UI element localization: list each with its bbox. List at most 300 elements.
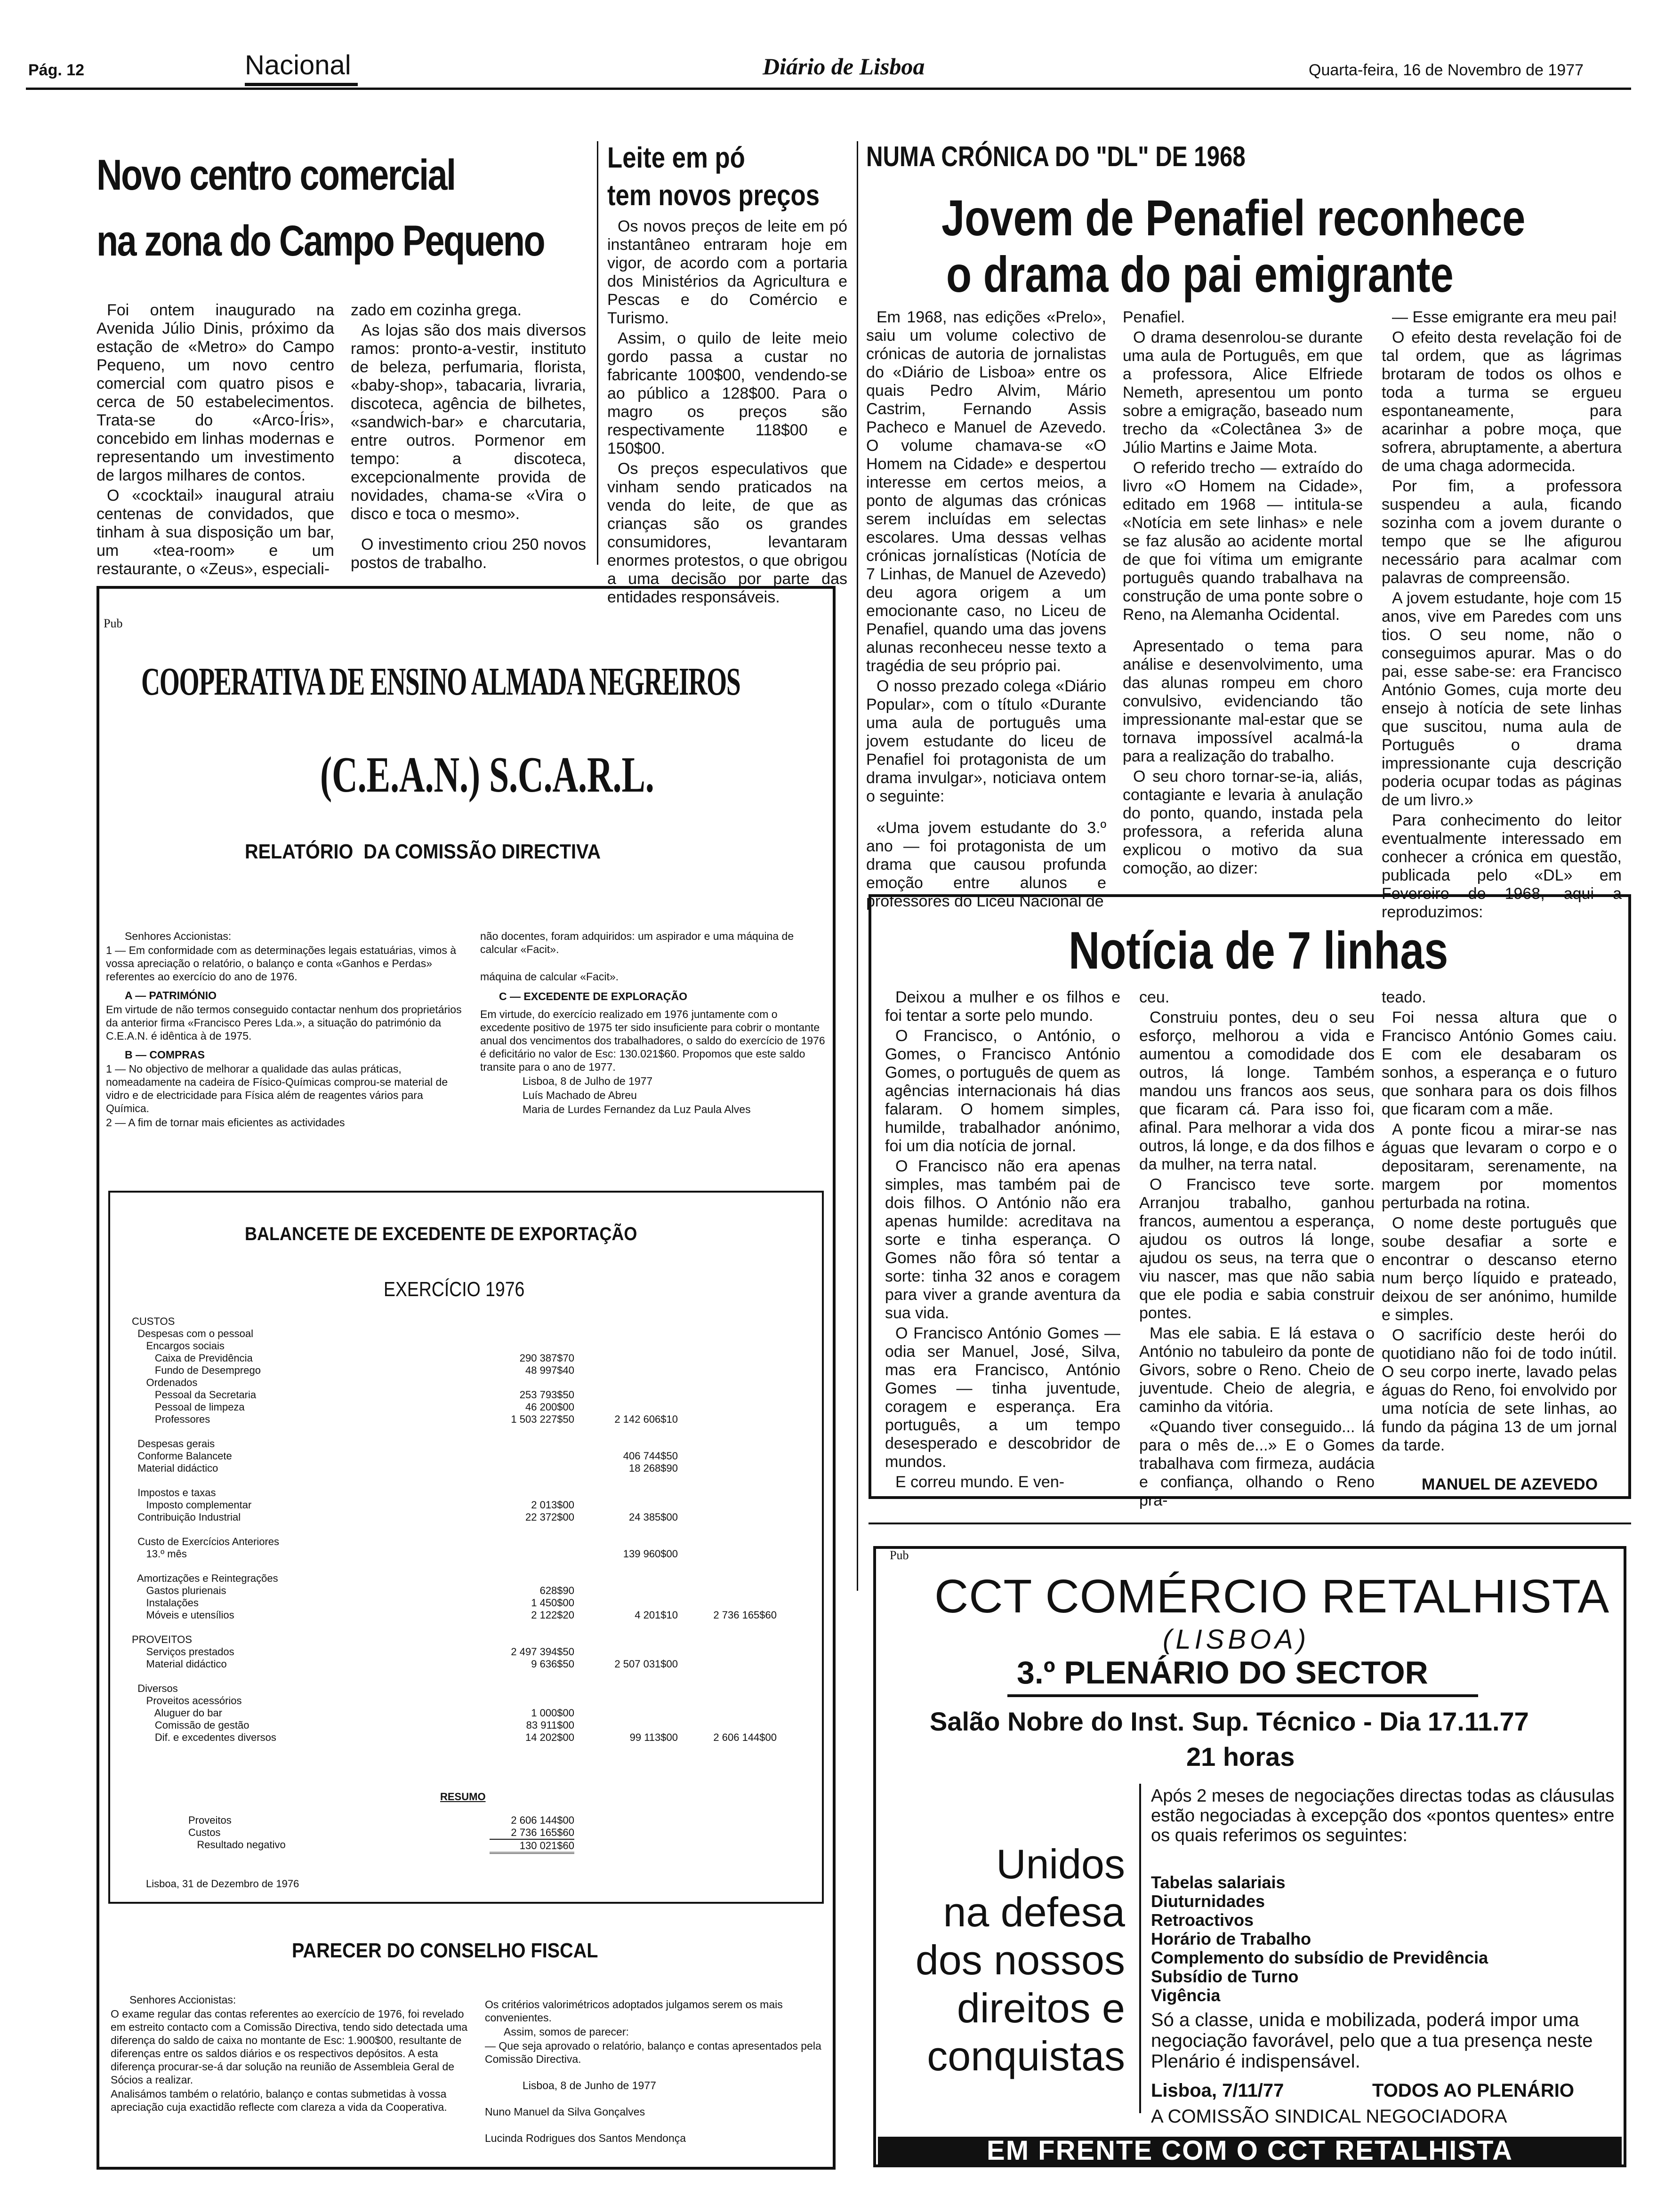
coop-report-paragraph: Em virtude, do exercício realizado em 1976 juntamente com o excedente positivo de 1975 ter sido insuficiente para cobrir o montante anual dos vencimentos dos trabalhadores, o saldo do exercício de 1976 é deficitário no valor de Esc: 130.021$60. Propomos que este saldo transite para o ano de 1977. bbox=[480, 1008, 825, 1073]
leite-left-rule bbox=[597, 141, 598, 565]
ledger-cell bbox=[678, 1572, 777, 1585]
masthead: Diário de Lisboa bbox=[763, 53, 925, 80]
ledger-cell: 83 911$00 bbox=[526, 1719, 574, 1731]
noticia-paragraph: Deixou a mulher e os filhos e foi tentar a sorte pelo mundo. bbox=[885, 988, 1120, 1025]
ledger-cell bbox=[490, 1450, 574, 1462]
ledger-cell bbox=[678, 1683, 777, 1695]
parecer-paragraph: — Que seja aprovado o relatório, balanço e contas apresentados pela Comissão Directiva. bbox=[485, 2040, 821, 2065]
ledger-cell bbox=[678, 1315, 777, 1328]
ledger-cell bbox=[678, 1707, 777, 1719]
coop-report-paragraph: Senhores Accionistas: bbox=[125, 930, 232, 942]
penafiel-paragraph: Penafiel. bbox=[1123, 308, 1185, 326]
ledger-cell bbox=[574, 1719, 678, 1731]
resumo-value: 2 606 144$00 bbox=[511, 1814, 574, 1826]
ledger-cell: Professores bbox=[132, 1413, 210, 1425]
centro-title-1: Novo centro comercial bbox=[97, 151, 455, 199]
ledger-cell bbox=[678, 1413, 777, 1426]
ledger-cell bbox=[678, 1695, 777, 1707]
ledger-cell bbox=[678, 1511, 777, 1523]
noticia-title: Notícia de 7 linhas bbox=[1069, 921, 1448, 980]
cct-intro: Após 2 meses de negociações directas todas as cláusulas estão negociadas à excepção dos «pontos quentes» entre os quais referimos os seguintes: bbox=[1151, 1786, 1615, 1845]
ledger-row bbox=[132, 1707, 791, 1719]
ledger-cell: Material didáctico bbox=[132, 1658, 227, 1670]
header-section-underline bbox=[245, 83, 358, 86]
ledger-cell bbox=[490, 1634, 574, 1646]
ledger-cell bbox=[678, 1438, 777, 1450]
parecer-paragraph: Os critérios valorimétricos adoptados julgamos serem os mais convenientes. bbox=[485, 1998, 783, 2024]
noticia-column-3 bbox=[1382, 988, 1617, 1457]
ledger-row bbox=[132, 1377, 791, 1389]
penafiel-title-1: Jovem de Penafiel reconhece bbox=[941, 189, 1526, 246]
ledger-row bbox=[132, 1401, 791, 1413]
ledger-cell bbox=[574, 1340, 678, 1352]
ledger-cell bbox=[132, 1670, 490, 1683]
penafiel-title-2: o drama do pai emigrante bbox=[946, 246, 1454, 303]
ledger-row bbox=[132, 1536, 791, 1548]
ledger-cell bbox=[678, 1646, 777, 1658]
cct-point: Horário de Trabalho bbox=[1151, 1929, 1311, 1948]
ledger-cell bbox=[678, 1328, 777, 1340]
coop-report-heading: A — PATRIMÓNIO bbox=[125, 989, 217, 1002]
ledger-cell bbox=[678, 1548, 777, 1560]
noticia-column-2 bbox=[1139, 988, 1375, 1512]
ledger-cell bbox=[574, 1621, 678, 1634]
ledger-cell bbox=[574, 1389, 678, 1401]
ledger-cell: Gastos plurienais bbox=[132, 1585, 226, 1596]
parecer-title: PARECER DO CONSELHO FISCAL bbox=[292, 1939, 598, 1962]
ledger-cell bbox=[678, 1621, 777, 1634]
resumo-value: 2 736 165$60 bbox=[511, 1827, 574, 1838]
noticia-paragraph: O sacrifício deste herói do quotidiano não foi de todo inútil. O seu corpo inerte, lavado pelas águas do Reno, foi envolvido por uma notícia de sete linhas, ao fundo da página 13 de um jornal da tarde. bbox=[1382, 1326, 1617, 1454]
coop-report-paragraph: 1 — Em conformidade com as determinações legais estatuárias, vimos à vossa apreciação o relatório, o balanço e conta «Ganhos e Perdas» referentes ao exercício do ano de 1976. bbox=[106, 944, 456, 983]
penafiel-paragraph: O seu choro tornar-se-ia, aliás, contagiante e levaria à anulação do ponto, quando, instada pela professora, a referida aluna explicou o motivo da sua comoção, ao dizer: bbox=[1123, 768, 1363, 877]
resumo-title: RESUMO bbox=[440, 1791, 486, 1803]
balance-ledger bbox=[132, 1315, 791, 1744]
ledger-cell bbox=[574, 1499, 678, 1511]
ledger-cell: 48 997$40 bbox=[525, 1364, 574, 1376]
ledger-cell: Instalações bbox=[132, 1597, 199, 1609]
ledger-row bbox=[132, 1438, 791, 1450]
penafiel-paragraph: O efeito desta revelação foi de tal ordem, que as lágrimas brotaram de todos os olhos e toda a turma se ergueu espontaneamente, para acarinhar a pobre moça, que sofrera, abruptamente, a abertura de uma chaga adormecida. bbox=[1382, 329, 1622, 475]
ledger-row bbox=[132, 1450, 791, 1462]
ledger-cell: CUSTOS bbox=[132, 1315, 175, 1327]
ledger-cell bbox=[678, 1523, 777, 1536]
ledger-row bbox=[132, 1315, 791, 1328]
cct-point: Retroactivos bbox=[1151, 1910, 1254, 1930]
penafiel-paragraph: Apresentado o tema para análise e desenvolvimento, uma das alunas rompeu em choro convulsivo, evidenciando tão impressionante mal-estar que se tornava impossível acalmá-la para a realização do trabalho. bbox=[1123, 637, 1363, 765]
ledger-row bbox=[132, 1426, 791, 1438]
centro-paragraph: As lojas são dos mais diversos ramos: pronto-a-vestir, instituto de beleza, perfumaria, florista, «baby-shop», tabacaria, livraria, discoteca, agência de bilhetes, «sandwich-bar» e charcutaria, entre outros. Pormenor em tempo: a discoteca, excepcionalmente provida de novidades, chama-se «Vira o disco e toca o mesmo». bbox=[351, 321, 586, 523]
ledger-cell: Aluguer do bar bbox=[132, 1707, 223, 1719]
cct-slogan-divider bbox=[1139, 1784, 1141, 2113]
resumo-row bbox=[188, 1814, 706, 1827]
parecer-paragraph: O exame regular das contas referentes ao exercício de 1976, foi revelado em estreito contacto com a Comissão Directiva, tendo sido detectada uma diferença do saldo de caixa no montante de Esc: 1.900$00, resultante de diferenças entre os saldos diários e os respectivos depósitos. A esta diferença procurar-se-á dar solução na reunião de Assembleia Geral de Sócios a realizar. bbox=[111, 2008, 468, 2086]
cct-slogan-line: na defesa bbox=[943, 1889, 1125, 1935]
ledger-cell bbox=[490, 1621, 574, 1634]
ledger-cell: Pessoal de limpeza bbox=[132, 1401, 245, 1413]
cct-time: 21 horas bbox=[1186, 1742, 1295, 1771]
cct-ad-pub-label: Pub bbox=[890, 1548, 909, 1562]
cct-title: CCT COMÉRCIO RETALHISTA bbox=[934, 1570, 1610, 1623]
ledger-cell bbox=[678, 1389, 777, 1401]
penafiel-left-rule bbox=[857, 141, 858, 1591]
noticia-paragraph: O Francisco teve sorte. Arranjou trabalho, ganhou francos, aumentou a esperança, ajudou os outros lá longe, ajudou os seus, na terra que o viu nascer, mas que não sabia que ele podia e sabia construir pontes. bbox=[1139, 1176, 1375, 1322]
ledger-cell bbox=[574, 1523, 678, 1536]
ledger-cell bbox=[574, 1475, 678, 1487]
ledger-cell bbox=[490, 1523, 574, 1536]
ledger-cell bbox=[678, 1377, 777, 1389]
ledger-cell: 13.º mês bbox=[132, 1548, 187, 1560]
ledger-cell: Móveis e utensílios bbox=[132, 1609, 234, 1621]
penafiel-paragraph: Por fim, a professora suspendeu a aula, ficando sozinha com a jovem durante o tempo que se lhe afigurou necessário para acalmar com palavras de compreensão. bbox=[1382, 477, 1622, 587]
ledger-row bbox=[132, 1658, 791, 1670]
ledger-cell bbox=[574, 1352, 678, 1364]
ledger-cell bbox=[678, 1719, 777, 1731]
noticia-paragraph: O Francisco, o António, o Gomes, o Francisco António Gomes, o português de quem as agências internacionais há dias falaram. O homem simples, humilde, trabalhador anónimo, foi um dia notícia de jornal. bbox=[885, 1027, 1120, 1155]
ledger-cell bbox=[490, 1340, 574, 1352]
ledger-cell bbox=[678, 1585, 777, 1597]
parecer-col-1 bbox=[111, 1993, 478, 2115]
noticia-paragraph: Mas ele sabia. E lá estava o António no tabuleiro da ponte de Givors, sobre o Reno. Cheio de juventude. Cheio de alegria, e caminho da vitória. bbox=[1139, 1324, 1375, 1416]
ledger-row bbox=[132, 1683, 791, 1695]
ledger-cell bbox=[490, 1572, 574, 1585]
ledger-cell: Serviços prestados bbox=[132, 1646, 234, 1658]
noticia-paragraph: A ponte ficou a mirar-se nas águas que levaram o corpo e o depositaram, serenamente, na margem por momentos perturbada na rotina. bbox=[1382, 1121, 1617, 1212]
ledger-cell bbox=[678, 1426, 777, 1438]
ledger-row bbox=[132, 1719, 791, 1731]
ledger-cell bbox=[678, 1462, 777, 1475]
ledger-row bbox=[132, 1352, 791, 1364]
coop-report-heading: B — COMPRAS bbox=[125, 1049, 205, 1061]
parecer-signature: Lucinda Rodrigues dos Santos Mendonça bbox=[485, 2132, 686, 2144]
ledger-cell: 1 000$00 bbox=[531, 1707, 574, 1719]
cct-venue: Salão Nobre do Inst. Sup. Técnico - Dia 17.11.77 bbox=[930, 1707, 1529, 1736]
ledger-cell: PROVEITOS bbox=[132, 1634, 192, 1645]
ledger-cell bbox=[574, 1670, 678, 1683]
noticia-paragraph: O nome deste português que soube desafiar a sorte e encontrar o descanso eterno num berço líquido e prateado, deixou de ser anónimo, humilde e simples. bbox=[1382, 1214, 1617, 1324]
ledger-cell: 2 142 606$10 bbox=[614, 1413, 678, 1425]
leite-title-2: tem novos preços bbox=[607, 179, 820, 212]
ledger-cell: Amortizações e Reintegrações bbox=[132, 1572, 278, 1584]
ledger-cell bbox=[678, 1475, 777, 1487]
ledger-cell: 628$90 bbox=[539, 1585, 574, 1596]
ledger-row bbox=[132, 1340, 791, 1352]
ledger-cell bbox=[574, 1634, 678, 1646]
noticia-paragraph: «Quando tiver conseguido... lá para o mês de...» E o Gomes trabalhava com firmeza, audácia e confiança, olhando o Reno pra- bbox=[1139, 1418, 1375, 1509]
header-section: Nacional bbox=[245, 50, 351, 80]
ledger-cell bbox=[574, 1487, 678, 1499]
noticia-paragraph: teado. bbox=[1382, 988, 1426, 1006]
ledger-cell: 290 387$70 bbox=[519, 1352, 574, 1364]
ledger-cell: Fundo de Desemprego bbox=[132, 1364, 261, 1376]
penafiel-column-3 bbox=[1382, 308, 1622, 923]
ledger-cell: Caixa de Previdência bbox=[132, 1352, 253, 1364]
resumo-row bbox=[188, 1839, 706, 1854]
parecer-signature: Nuno Manuel da Silva Gonçalves bbox=[485, 2106, 645, 2118]
cct-point: Vigência bbox=[1151, 1986, 1221, 2005]
ledger-cell bbox=[574, 1438, 678, 1450]
cct-points bbox=[1151, 1873, 1617, 2005]
penafiel-paragraph: Para conhecimento do leitor eventualmente interessado em conhecer a crónica em questão, publicada pelo «DL» em Fevereiro de 1968, aqui a reproduzimos: bbox=[1382, 811, 1622, 921]
ledger-cell bbox=[678, 1364, 777, 1377]
penafiel-column-1 bbox=[866, 308, 1106, 913]
coop-report-heading: C — EXCEDENTE DE EXPLORAÇÃO bbox=[499, 990, 687, 1002]
penafiel-column-2 bbox=[1123, 308, 1363, 880]
ledger-cell bbox=[490, 1683, 574, 1695]
ledger-cell bbox=[490, 1462, 574, 1475]
coop-report-signature: Lisboa, 8 de Julho de 1977 bbox=[523, 1075, 653, 1087]
ledger-row bbox=[132, 1731, 791, 1744]
ledger-cell bbox=[574, 1560, 678, 1572]
noticia-paragraph: O Francisco não era apenas simples, mas também pai de dois filhos. O António não era apenas humilde: acreditava na sorte e tinha esperança. O Gomes não fôra só tentar a sorte: tinha 32 anos e coragem para viver a grande aventura da sua vida. bbox=[885, 1157, 1120, 1322]
ledger-cell bbox=[574, 1585, 678, 1597]
balance-date: Lisboa, 31 de Dezembro de 1976 bbox=[146, 1878, 299, 1890]
ledger-cell: Impostos e taxas bbox=[132, 1487, 216, 1499]
penafiel-paragraph: Em 1968, nas edições «Prelo», saiu um volume colectivo de crónicas de autoria de jornalistas do «Diário de Lisboa» entre os quais Pedro Alvim, Mário Castrim, Fernando Assis Pacheco e Manuel de Azevedo. O volume chamava-se «O Homem na Cidade» e despertou interesse em certos meios, a ponto de algumas das crónicas serem incluídas em selectas escolares. Uma dessas velhas crónicas jornalísticas (Notícia de 7 Linhas, de Manuel de Azevedo) deu agora origem a um emocionante caso, no Liceu de Penafiel, quando uma das jovens alunas reconheceu nesse texto a tragédia de seu próprio pai. bbox=[866, 308, 1106, 675]
ledger-cell: 2 497 394$50 bbox=[511, 1646, 574, 1658]
ledger-cell: 2 507 031$00 bbox=[614, 1658, 678, 1670]
ledger-row bbox=[132, 1670, 791, 1683]
ledger-cell: Custo de Exercícios Anteriores bbox=[132, 1536, 280, 1547]
ledger-cell bbox=[490, 1377, 574, 1389]
ledger-cell bbox=[678, 1401, 777, 1413]
ledger-cell: 18 268$90 bbox=[629, 1462, 678, 1474]
ledger-cell bbox=[132, 1560, 490, 1572]
coop-report-paragraph: Em virtude de não termos conseguido contactar nenhum dos proprietários da anterior firma «Francisco Peres Lda.», a situação do património da C.E.A.N. é idêntica à de 1975. bbox=[106, 1003, 462, 1042]
balance-year: EXERCÍCIO 1976 bbox=[384, 1278, 525, 1301]
ledger-row bbox=[132, 1499, 791, 1511]
ledger-row bbox=[132, 1523, 791, 1536]
coop-acronym: (C.E.A.N.) S.C.A.R.L. bbox=[320, 747, 654, 803]
ledger-cell bbox=[678, 1352, 777, 1364]
header-page-number: Pág. 12 bbox=[28, 61, 85, 79]
cct-slogan-line: Unidos bbox=[996, 1841, 1125, 1887]
ledger-cell bbox=[678, 1658, 777, 1670]
ledger-cell bbox=[132, 1621, 490, 1634]
coop-report-paragraph: não docentes, foram adquiridos: um aspirador e uma máquina de calcular «Facit». bbox=[480, 930, 794, 955]
penafiel-paragraph: O nosso prezado colega «Diário Popular», com o título «Durante uma aula de português uma jovem estudante do liceu de Penafiel foi protagonista de um drama invulgar», noticiava ontem o seguinte: bbox=[866, 677, 1106, 805]
noticia-paragraph: O Francisco António Gomes — odia ser Manuel, José, Silva, mas era Francisco, António Gomes — tinha juventude, coragem e esperança. Era português, a um tempo desesperado e descobridor de mundos. bbox=[885, 1324, 1120, 1471]
ledger-cell bbox=[490, 1328, 574, 1340]
ledger-cell: 46 200$00 bbox=[525, 1401, 574, 1413]
centro-paragraph: O «cocktail» inaugural atraiu centenas de convidados, que tinham à sua disposição um bar, um «tea-room» e um restaurante, o «Zeus», especiali- bbox=[97, 487, 334, 578]
ledger-cell: 9 636$50 bbox=[531, 1658, 574, 1670]
coop-name: COOPERATIVA DE ENSINO ALMADA NEGREIROS bbox=[141, 660, 740, 704]
ledger-cell: 99 113$00 bbox=[629, 1731, 678, 1743]
ledger-cell bbox=[678, 1340, 777, 1352]
cct-closing: Só a classe, unida e mobilizada, poderá impor uma negociação favorável, pelo que a tua presença neste Plenário é indispensável. bbox=[1151, 2010, 1593, 2072]
ledger-row bbox=[132, 1475, 791, 1487]
penafiel-kicker: NUMA CRÓNICA DO "DL" DE 1968 bbox=[866, 141, 1246, 172]
centro-paragraph: zado em cozinha grega. bbox=[351, 301, 522, 319]
penafiel-paragraph: — Esse emigrante era meu pai! bbox=[1392, 308, 1617, 326]
leite-paragraph: Os novos preços de leite em pó instantâneo entraram hoje em vigor, de acordo com a portaria dos Ministérios da Agricultura e Pescas e do Comércio e Turismo. bbox=[607, 217, 847, 327]
noticia-column-1 bbox=[885, 988, 1120, 1493]
penafiel-paragraph: O referido trecho — extraído do livro «O Homem na Cidade», editado em 1968 — intitula-se «Notícia em sete linhas» e nele se faz alusão ao acidente mortal de que foi vítima um emigrante português quando trabalhava na construção de uma ponte sobre o Reno, na Alemanha Ocidental. bbox=[1123, 459, 1363, 624]
ledger-cell: Contribuição Industrial bbox=[132, 1511, 241, 1523]
ledger-row bbox=[132, 1328, 791, 1340]
leite-paragraph: Assim, o quilo de leite meio gordo passa a custar no fabricante 100$00, vendendo-se ao público a 128$00. Para o magro os preços são respectivamente 118$00 e 150$00. bbox=[607, 329, 847, 457]
coop-report-paragraph: máquina de calcular «Facit». bbox=[480, 970, 619, 983]
ledger-cell bbox=[678, 1597, 777, 1609]
ledger-cell bbox=[574, 1377, 678, 1389]
ledger-cell: 253 793$50 bbox=[519, 1389, 574, 1401]
ledger-cell bbox=[574, 1401, 678, 1413]
ledger-row bbox=[132, 1695, 791, 1707]
cct-point: Complemento do subsídio de Previdência bbox=[1151, 1948, 1488, 1967]
leite-column bbox=[607, 217, 847, 609]
ledger-row bbox=[132, 1609, 791, 1621]
ledger-cell bbox=[574, 1426, 678, 1438]
ledger-cell: 4 201$10 bbox=[635, 1609, 678, 1621]
centro-column-2 bbox=[351, 301, 586, 574]
cct-plenario: 3.º PLENÁRIO DO SECTOR bbox=[1017, 1655, 1428, 1691]
ledger-cell bbox=[132, 1523, 490, 1536]
coop-report-paragraph: 2 — A fim de tornar mais eficientes as actividades bbox=[106, 1116, 345, 1129]
parecer-paragraph: Analisámos também o relatório, balanço e contas submetidas à vossa apreciação cuja exactidão reflecte com clareza a vida da Cooperativa. bbox=[111, 2088, 447, 2113]
ledger-row bbox=[132, 1462, 791, 1475]
ledger-cell bbox=[574, 1572, 678, 1585]
ledger-cell: Despesas com o pessoal bbox=[132, 1328, 254, 1339]
cct-slogan-line: conquistas bbox=[927, 2033, 1125, 2079]
noticia-paragraph: E correu mundo. E ven- bbox=[895, 1473, 1065, 1491]
coop-ad-pub-label: Pub bbox=[104, 617, 123, 630]
ledger-cell bbox=[132, 1426, 490, 1438]
balance-title: BALANCETE DE EXCEDENTE DE EXPORTAÇÃO bbox=[245, 1224, 637, 1244]
ledger-cell bbox=[678, 1499, 777, 1511]
ledger-cell bbox=[490, 1315, 574, 1328]
noticia-paragraph: ceu. bbox=[1139, 988, 1170, 1006]
ledger-cell bbox=[490, 1548, 574, 1560]
cct-point: Tabelas salariais bbox=[1151, 1873, 1286, 1892]
ledger-cell: 22 372$00 bbox=[525, 1511, 574, 1523]
ledger-cell: 406 744$50 bbox=[623, 1450, 678, 1462]
parecer-signature: Lisboa, 8 de Junho de 1977 bbox=[523, 2079, 656, 2092]
ledger-row bbox=[132, 1572, 791, 1585]
ledger-cell bbox=[490, 1695, 574, 1707]
ledger-cell bbox=[490, 1487, 574, 1499]
ledger-cell bbox=[574, 1695, 678, 1707]
ledger-cell bbox=[678, 1450, 777, 1462]
ledger-cell: 2 013$00 bbox=[531, 1499, 574, 1511]
ledger-cell: 24 385$00 bbox=[629, 1511, 678, 1523]
header-date: Quarta-feira, 16 de Novembro de 1977 bbox=[1309, 61, 1584, 79]
ledger-row bbox=[132, 1560, 791, 1572]
ledger-row bbox=[132, 1389, 791, 1401]
resumo-table bbox=[188, 1814, 706, 1854]
ledger-cell: Pessoal da Secretaria bbox=[132, 1389, 257, 1401]
cct-top-rule bbox=[869, 1523, 1631, 1524]
ledger-cell: Proveitos acessórios bbox=[132, 1695, 242, 1707]
cct-slogan-line: direitos e bbox=[957, 1985, 1125, 2031]
ledger-cell bbox=[574, 1646, 678, 1658]
ledger-row bbox=[132, 1621, 791, 1634]
ledger-cell bbox=[490, 1426, 574, 1438]
ledger-cell bbox=[574, 1597, 678, 1609]
parecer-col-2 bbox=[485, 1998, 828, 2146]
coop-report-signature: Maria de Lurdes Fernandez da Luz Paula Alves bbox=[523, 1103, 751, 1115]
ledger-cell bbox=[678, 1560, 777, 1572]
ledger-row bbox=[132, 1585, 791, 1597]
leite-title-1: Leite em pó bbox=[607, 142, 745, 174]
ledger-row bbox=[132, 1487, 791, 1499]
ledger-cell bbox=[490, 1560, 574, 1572]
ledger-cell bbox=[678, 1634, 777, 1646]
ledger-cell: 139 960$00 bbox=[623, 1548, 678, 1560]
leite-paragraph: Os preços especulativos que vinham sendo praticados na venda do leite, de que as crianças são os grandes consumidores, levantaram enormes protestos, o que obrigou a uma decisão por parte das entidades responsáveis. bbox=[607, 460, 847, 606]
ledger-cell: Diversos bbox=[132, 1683, 178, 1694]
cct-plenario-underline bbox=[1007, 1694, 1478, 1697]
ledger-cell bbox=[490, 1475, 574, 1487]
ledger-cell: 2 736 165$60 bbox=[713, 1609, 777, 1621]
ledger-cell bbox=[490, 1438, 574, 1450]
cct-all-to: TODOS AO PLENÁRIO bbox=[1372, 2080, 1574, 2101]
ledger-cell bbox=[490, 1670, 574, 1683]
resumo-label: Custos bbox=[188, 1827, 221, 1838]
ledger-cell bbox=[132, 1475, 490, 1487]
centro-paragraph: O investimento criou 250 novos postos de trabalho. bbox=[351, 536, 586, 572]
noticia-paragraph: Foi nessa altura que o Francisco António Gomes caiu. E com ele desabaram os sonhos, a esperança e o futuro que sonhara para os dois filhos que ficaram com a mãe. bbox=[1382, 1009, 1617, 1118]
ledger-cell: Imposto complementar bbox=[132, 1499, 252, 1511]
cct-subtitle: (LISBOA) bbox=[1163, 1624, 1310, 1655]
ledger-row bbox=[132, 1634, 791, 1646]
ledger-cell bbox=[574, 1364, 678, 1377]
ledger-cell bbox=[574, 1683, 678, 1695]
ledger-cell bbox=[574, 1707, 678, 1719]
ledger-cell: 2 606 144$00 bbox=[713, 1731, 777, 1743]
penafiel-paragraph: A jovem estudante, hoje com 15 anos, vive em Paredes com uns tios. O seu nome, não o conseguimos apurar. Mas o do pai, esse sabe-se: era Francisco António Gomes, cuja morte deu ensejo à notícia de sete linhas que suscitou, numa aula de Português o drama impressionante cuja descrição poderia ocupar todas as páginas de um livro.» bbox=[1382, 589, 1622, 809]
ledger-cell: Despesas gerais bbox=[132, 1438, 215, 1450]
ledger-row bbox=[132, 1548, 791, 1560]
ledger-cell: Encargos sociais bbox=[132, 1340, 225, 1352]
ledger-cell bbox=[678, 1487, 777, 1499]
penafiel-paragraph: O drama desenrolou-se durante uma aula de Português, em que a professora, Alice Elfriede Nemeth, apresentou um ponto sobre a emigração, baseado num trecho da «Colectânea 3» de Júlio Martins e Jaime Mota. bbox=[1123, 329, 1363, 457]
cct-signature: A COMISSÃO SINDICAL NEGOCIADORA bbox=[1151, 2106, 1507, 2127]
coop-report-col-1 bbox=[106, 930, 464, 1130]
cct-slogan bbox=[890, 1840, 1125, 2080]
ledger-cell: Dif. e excedentes diversos bbox=[132, 1731, 276, 1743]
resumo-label: Resultado negativo bbox=[188, 1839, 286, 1851]
ledger-cell bbox=[574, 1536, 678, 1548]
ledger-row bbox=[132, 1597, 791, 1609]
parecer-paragraph: Assim, somos de parecer: bbox=[504, 2026, 629, 2038]
cct-banner: EM FRENTE COM O CCT RETALHISTA bbox=[878, 2137, 1622, 2165]
ledger-row bbox=[132, 1413, 791, 1426]
resumo-label: Proveitos bbox=[188, 1814, 232, 1826]
ledger-cell: Conforme Balancete bbox=[132, 1450, 232, 1462]
ledger-row bbox=[132, 1511, 791, 1523]
coop-report-col-2 bbox=[480, 930, 828, 1117]
coop-report-paragraph: 1 — No objectivo de melhorar a qualidade das aulas práticas, nomeadamente na cadeira de Físico-Químicas comprou-se material de vidro e de electricidade para Física além de reagentes vários para Química. bbox=[106, 1063, 448, 1114]
ledger-cell bbox=[574, 1328, 678, 1340]
resumo-row bbox=[188, 1827, 706, 1839]
ledger-cell bbox=[490, 1536, 574, 1548]
ledger-cell bbox=[678, 1536, 777, 1548]
ledger-cell: Ordenados bbox=[132, 1377, 198, 1388]
centro-column-1 bbox=[97, 301, 334, 580]
ledger-cell: Comissão de gestão bbox=[132, 1719, 249, 1731]
ledger-row bbox=[132, 1646, 791, 1658]
ledger-cell: 1 450$00 bbox=[531, 1597, 574, 1609]
ledger-cell bbox=[678, 1670, 777, 1683]
ledger-cell: Material didáctico bbox=[132, 1462, 218, 1474]
resumo-value: 130 021$60 bbox=[490, 1839, 574, 1854]
cct-slogan-line: dos nossos bbox=[915, 1937, 1125, 1983]
ledger-cell: 14 202$00 bbox=[525, 1731, 574, 1743]
coop-report-signature: Luís Machado de Abreu bbox=[523, 1089, 637, 1101]
centro-paragraph: Foi ontem inaugurado na Avenida Júlio Dinis, próximo da estação de «Metro» do Campo Pequeno, um novo centro comercial com quatro pisos e cerca de 50 estabelecimentos. Trata-se do «Arco-Íris», concebido em linhas modernas e representando um investimento de largos milhares de contos. bbox=[97, 301, 334, 484]
ledger-cell: 2 122$20 bbox=[531, 1609, 574, 1621]
